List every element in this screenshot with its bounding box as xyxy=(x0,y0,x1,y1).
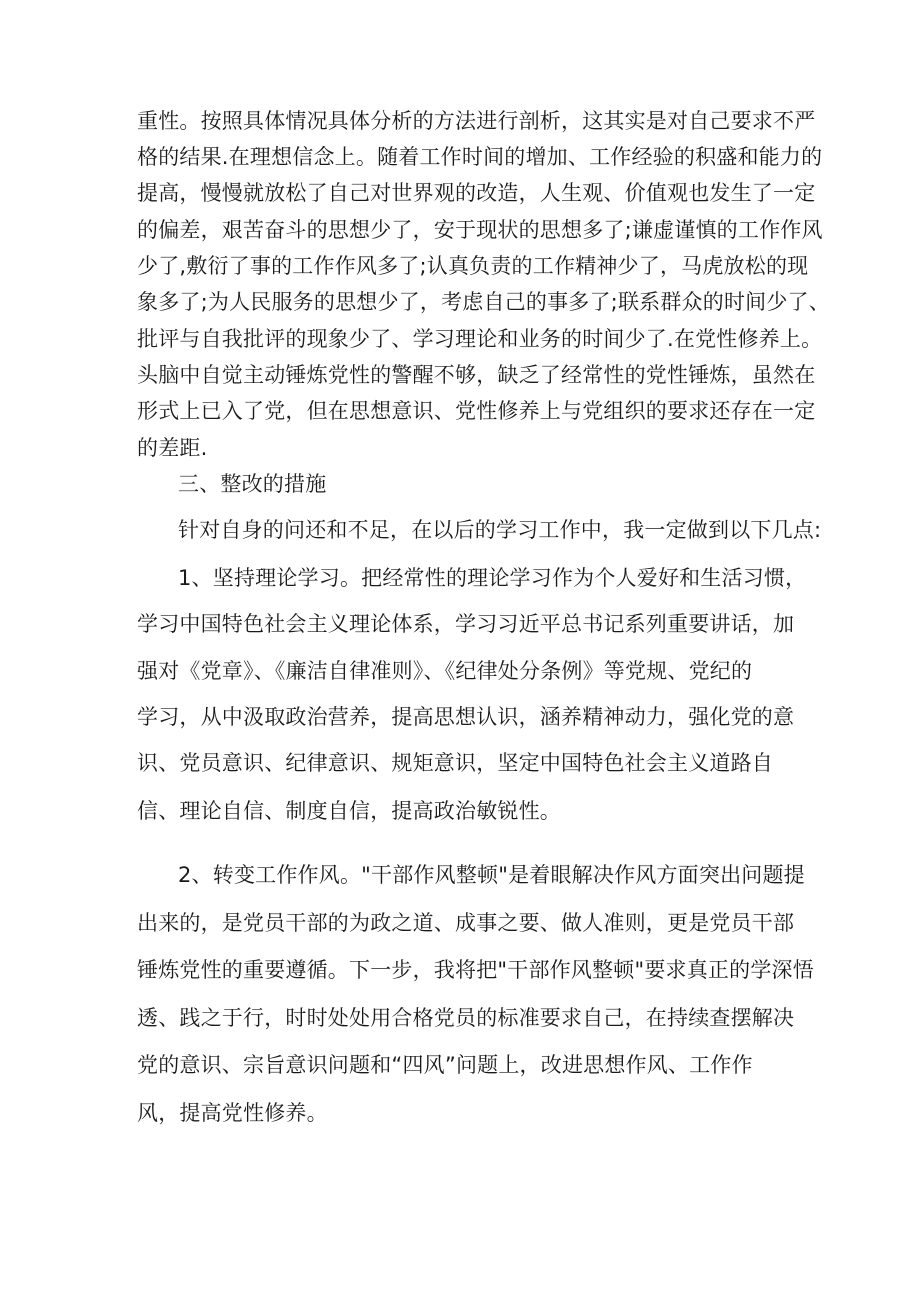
paragraph-line: 象多了;为人民服务的思想少了，考虑自己的事多了;联系群众的时间少了、 xyxy=(137,290,830,314)
paragraph-line: 形式上已入了党，但在思想意识、党性修养上与党组织的要求还存在一定 xyxy=(137,399,816,423)
paragraph-line: 学习，从中汲取政治营养，提高思想认识，涵养精神动力，强化党的意 xyxy=(137,705,795,729)
paragraph-line: 风，提高党性修养。 xyxy=(137,1101,328,1125)
paragraph-line: 学习中国特色社会主义理论体系，学习习近平总书记系列重要讲话，加 xyxy=(137,612,795,636)
section-heading: 三、整改的措施 xyxy=(178,472,327,496)
paragraph-line: 的偏差，艰苦奋斗的思想少了，安于现状的思想多了;谦虚谨慎的工作作风 xyxy=(137,218,823,242)
paragraph-line: 头脑中自觉主动锤炼党性的警醒不够，缺乏了经常性的党性锤炼，虽然在 xyxy=(137,363,816,387)
paragraph-line: 信、理论自信、制度自信，提高政治敏锐性。 xyxy=(137,799,561,823)
paragraph-line: 识、党员意识、纪律意识、规矩意识，坚定中国特色社会主义道路自 xyxy=(137,751,773,775)
paragraph-line: 格的结果.在理想信念上。随着工作时间的增加、工作经验的积盛和能力的 xyxy=(137,145,823,169)
paragraph-line: 的差距. xyxy=(137,436,208,460)
list-item-1-line: 1、坚持理论学习。把经常性的理论学习作为个人爱好和生活习惯， xyxy=(178,566,807,590)
paragraph-line: 锤炼党性的重要遵循。下一步，我将把"干部作风整顿"要求真正的学深悟 xyxy=(137,958,814,982)
paragraph-line: 批评与自我批评的现象少了、学习理论和业务的时间少了.在党性修养上。 xyxy=(137,327,823,351)
paragraph-line: 党的意识、宗旨意识问题和“四风”问题上，改进思想作风、工作作 xyxy=(137,1053,753,1077)
paragraph-line: 强对《党章》、《廉洁自律准则》、《纪律处分条例》等党规、党纪的 xyxy=(137,659,753,683)
paragraph-line: 提高，慢慢就放松了自己对世界观的改造，人生观、价值观也发生了一定 xyxy=(137,181,816,205)
paragraph-line: 出来的，是党员干部的为政之道、成事之要、做人准则，更是党员干部 xyxy=(137,911,795,935)
paragraph-line: 透、践之于行，时时处处用合格党员的标准要求自己，在持续查摆解决 xyxy=(137,1006,795,1030)
paragraph-line: 针对自身的问还和不足，在以后的学习工作中，我一定做到以下几点: xyxy=(178,518,822,542)
list-item-2-line: 2、转变工作作风。"干部作风整顿"是着眼解决作风方面突出问题提 xyxy=(178,863,805,887)
paragraph-line: 重性。按照具体情况具体分析的方法进行剖析，这其实是对自己要求不严 xyxy=(137,109,816,133)
paragraph-line: 少了,敷衍了事的工作作风多了;认真负责的工作精神少了，马虎放松的现 xyxy=(137,254,809,278)
